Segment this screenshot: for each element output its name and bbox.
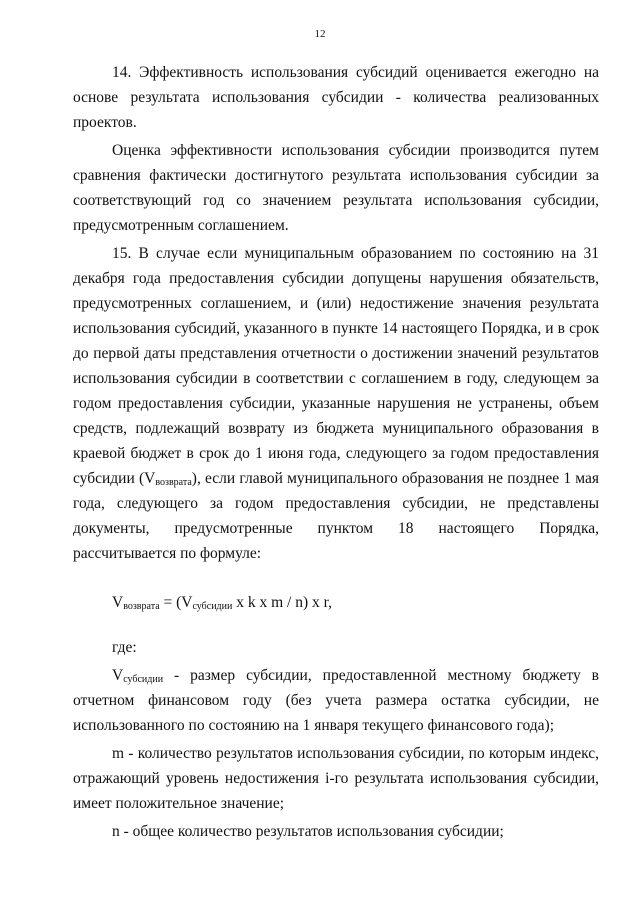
formula — [73, 590, 599, 615]
paragraph-15-tail: ), если главой муниципального образования не позднее 1 мая года, следующего за годом предоставления субсидии, не представлены документы, предусмотренные пунктом 18 настоящего Порядка, рассчитывается по формуле: — [73, 470, 600, 562]
formula-eq-open: = (V — [159, 594, 193, 611]
paragraph-15 — [73, 241, 599, 566]
paragraph-evaluation: Оценка эффективности использования субсидии производится путем сравнения фактически достигнутого результата использования субсидии за соответствующий год со значением результата использования субсидии, предусмотренным соглашением. — [73, 142, 599, 234]
spacer — [73, 615, 599, 635]
document-body — [73, 60, 599, 847]
formula-rhs-tail: x k x m / n) x r, — [232, 594, 333, 611]
paragraph-15-text: 15. В случае если муниципальным образованием по состоянию на 31 декабря года предоставления субсидии допущены нарушения обязательств, предусмотренных соглашением, и (или) недостижение значения результата использования субсидий, указанного в пункте 14 настоящего Порядка, и в срок до первой даты представления отчетности о достижении значений результатов использования субсидии в соответствии с соглашением в году, следующем за годом предоставления субсидии, указанные нарушения не устранены, объем средств, подлежащий возврату из бюджета муниципального образования в краевой бюджет в срок до 1 июня года, следующего за годом предоставления субсидии (V — [73, 245, 599, 487]
definition-v-subsidii — [73, 663, 599, 738]
subscript-vozvrata: возврата — [155, 477, 192, 488]
definition-v-base: V — [112, 667, 124, 684]
where-label: где: — [112, 639, 137, 656]
definition-m: m - количество результатов использования субсидии, по которым индекс, отражающий уровень недостижения i-го результата использования субсидии, имеет положительное значение; — [73, 745, 599, 812]
definition-v-text: - размер субсидии, предоставленной местному бюджету в отчетном финансовом году (без учета размера остатка субсидии, не использованного по состоянию на 1 января текущего финансового года); — [73, 667, 599, 734]
formula-rhs-subscript: субсидии — [192, 601, 233, 612]
definition-v-subscript: субсидии — [123, 674, 164, 685]
formula-lhs: V — [112, 594, 124, 611]
paragraph-14: 14. Эффективность использования субсидий оценивается ежегодно на основе результата использования субсидии - количества реализованных проектов. — [73, 64, 599, 131]
definition-n: n - общее количество результатов использования субсидии; — [112, 823, 504, 840]
formula-lhs-subscript: возврата — [123, 601, 160, 612]
page-number: 12 — [314, 28, 326, 40]
